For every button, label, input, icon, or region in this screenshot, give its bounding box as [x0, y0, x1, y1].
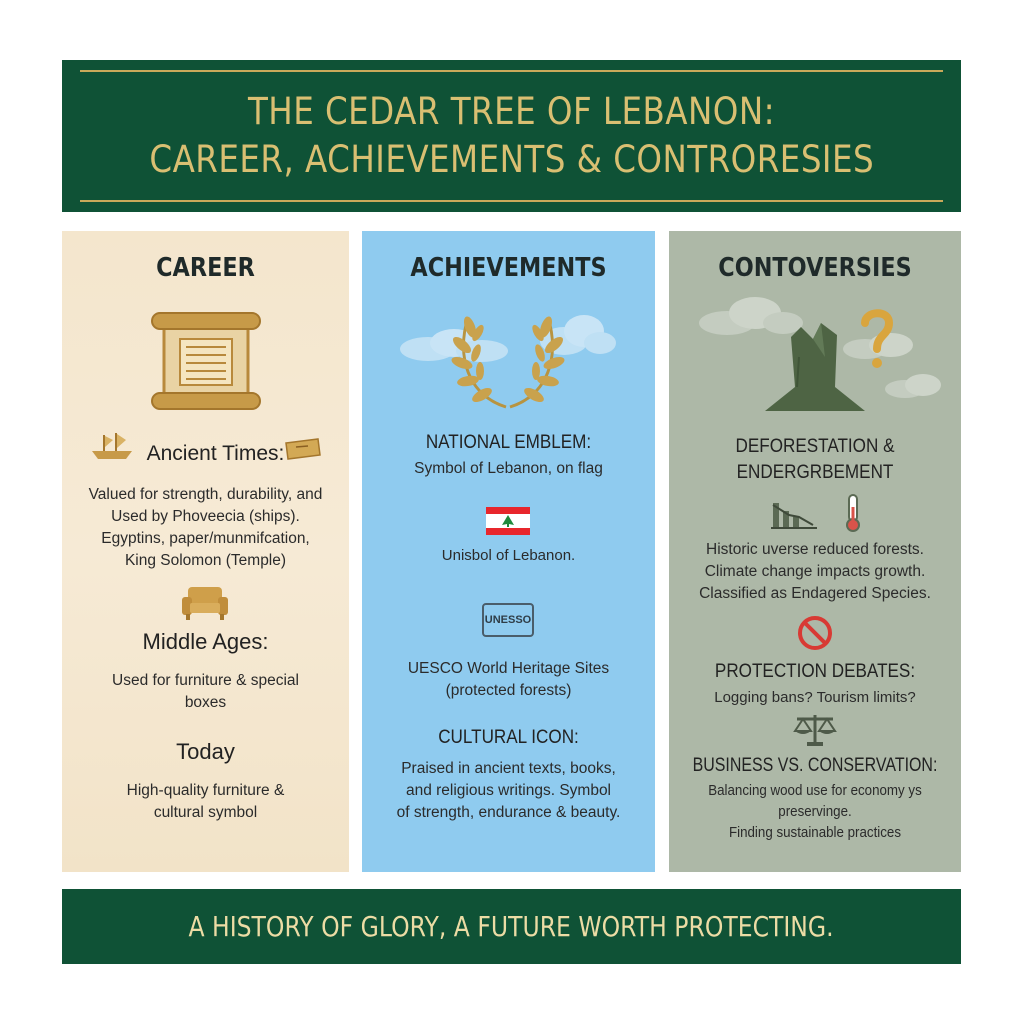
middle-ages-heading: Middle Ages:: [142, 629, 269, 654]
ancient-times-text: Valued for strength, durability, and Used by Phoveecia (ships). Egyptins, paper/munmifcation, King Solomon (Temple): [88, 486, 323, 569]
national-emblem-heading: NATIONAL EMBLEM:: [425, 432, 592, 453]
protection-debates-heading: PROTECTION DEBATES:: [714, 661, 916, 682]
ancient-times-heading: Ancient Times:: [146, 442, 285, 465]
business-vs-conservation-text: Balancing wood use for economy ys preservinge. Finding sustainable practices: [708, 783, 922, 841]
deforestation-heading: DEFORESTATION & ENDERGRBEMENT: [735, 436, 895, 483]
banner-top-rule: [80, 70, 943, 72]
cultural-icon-text: Praised in ancient texts, books, and religious writings. Symbol of strength, endurance & beauty.: [396, 760, 621, 821]
business-vs-conservation-heading: BUSINESS VS. CONSERVATION:: [692, 755, 938, 776]
footer-banner: [62, 889, 961, 964]
cultural-icon-heading: CULTURAL ICON:: [438, 727, 579, 748]
today-heading: Today: [176, 739, 235, 764]
today-text: High-quality furniture & cultural symbol: [126, 782, 285, 821]
banner-bottom-rule: [80, 200, 943, 202]
footer-tagline: A HISTORY OF GLORY, A FUTURE WORTH PROTECTING.: [188, 910, 835, 943]
cloud-icon: [883, 371, 945, 399]
unesco-badge-text: UNESSO: [484, 614, 532, 626]
prohibited-icon: [797, 615, 833, 651]
flag-caption: Unisbol of Lebanon.: [441, 547, 576, 564]
page-title-line-2: CAREER, ACHIEVEMENTS & CONTRORESIES: [149, 138, 874, 181]
career-column: [62, 231, 349, 872]
title-banner: [62, 60, 961, 212]
unesco-badge-icon: [482, 603, 534, 637]
question-mark-icon: [859, 307, 895, 369]
tree-stump-icon: [761, 317, 869, 415]
page-title-line-1: THE CEDAR TREE OF LEBANON:: [247, 90, 776, 133]
laurel-wreath-icon: [448, 307, 568, 415]
career-title: CAREER: [156, 253, 255, 283]
balance-scale-icon: [793, 711, 837, 747]
scroll-icon: [150, 311, 262, 411]
national-emblem-text: Symbol of Lebanon, on flag: [414, 460, 603, 477]
controversies-title: CONTOVERSIES: [718, 253, 912, 283]
lebanon-flag-icon: [486, 507, 530, 535]
armchair-icon: [180, 585, 230, 621]
deforestation-text: Historic uverse reduced forests. Climate change impacts growth. Classified as Endagered Species.: [699, 541, 931, 602]
middle-ages-text: Used for furniture & special boxes: [112, 672, 299, 711]
map-icon: [284, 437, 322, 461]
achievements-column: [362, 231, 655, 872]
protection-debates-text: Logging bans? Tourism limits?: [714, 689, 916, 706]
unesco-text: UESCO World Heritage Sites (protected forests): [407, 660, 610, 699]
achievements-title: ACHIEVEMENTS: [410, 253, 607, 283]
controversies-column: [669, 231, 961, 872]
thermometer-icon: [843, 493, 863, 533]
declining-chart-icon: [769, 495, 819, 529]
